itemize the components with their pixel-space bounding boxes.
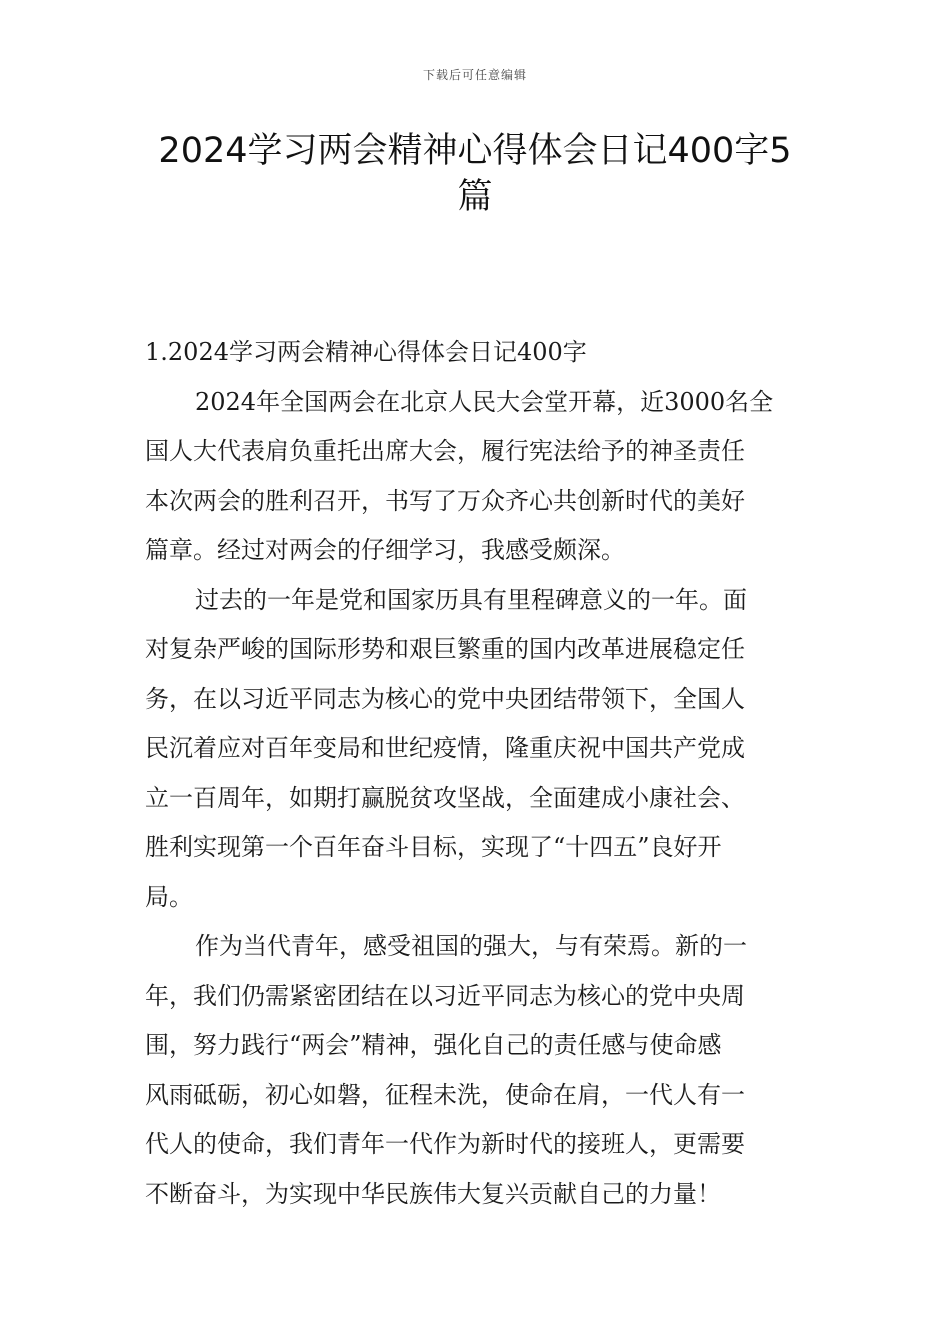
paragraph-line: 民沉着应对百年变局和世纪疫情，隆重庆祝中国共产党成 (145, 734, 745, 762)
paragraph-line: 篇章。经过对两会的仔细学习，我感受颇深。 (145, 536, 625, 564)
paragraph-line: 代人的使命，我们青年一代作为新时代的接班人，更需要 (145, 1130, 745, 1158)
paragraph-1 (145, 378, 810, 576)
paragraph-line: 年，我们仍需紧密团结在以习近平同志为核心的党中央周 (145, 981, 745, 1010)
paragraph-line: 过去的一年是党和国家历具有里程碑意义的一年。面 (195, 585, 747, 614)
paragraph-2 (145, 576, 810, 923)
title-line-2: 篇 (457, 177, 493, 217)
paragraph-line: 胜利实现第一个百年奋斗目标，实现了“十四五”良好开 (145, 833, 722, 861)
paragraph-line: 对复杂严峻的国际形势和艰巨繁重的国内改革进展稳定任 (145, 635, 745, 663)
section-heading: 1.2024学习两会精神心得体会日记400字 (145, 338, 587, 366)
header-note: 下载后可任意编辑 (422, 68, 527, 82)
paragraph-line: 围，努力践行“两会”精神，强化自己的责任感与使命感 (145, 1031, 722, 1059)
paragraph-line: 务，在以习近平同志为核心的党中央团结带领下，全国人 (145, 684, 745, 713)
paragraph-line: 作为当代青年，感受祖国的强大，与有荣焉。新的一 (195, 932, 747, 960)
paragraph-line: 风雨砥砺，初心如磐，征程未洗，使命在肩，一代人有一 (145, 1080, 745, 1109)
paragraph-line: 局。 (145, 882, 193, 911)
paragraph-line: 国人大代表肩负重托出席大会，履行宪法给予的神圣责任 (145, 437, 745, 465)
paragraph-line: 不断奋斗，为实现中华民族伟大复兴贡献自己的力量！ (145, 1179, 721, 1208)
paragraph-line: 本次两会的胜利召开，书写了万众齐心共创新时代的美好 (145, 486, 745, 515)
paragraph-3 (145, 922, 810, 1219)
document-body (145, 328, 810, 1219)
title-line-1: 2024学习两会精神心得体会日记400字5 (158, 131, 792, 171)
paragraph-line: 立一百周年，如期打赢脱贫攻坚战，全面建成小康社会、 (145, 783, 745, 812)
paragraph-line: 2024年全国两会在北京人民大会堂开幕，近3000名全 (195, 387, 774, 416)
document-title (145, 128, 805, 220)
